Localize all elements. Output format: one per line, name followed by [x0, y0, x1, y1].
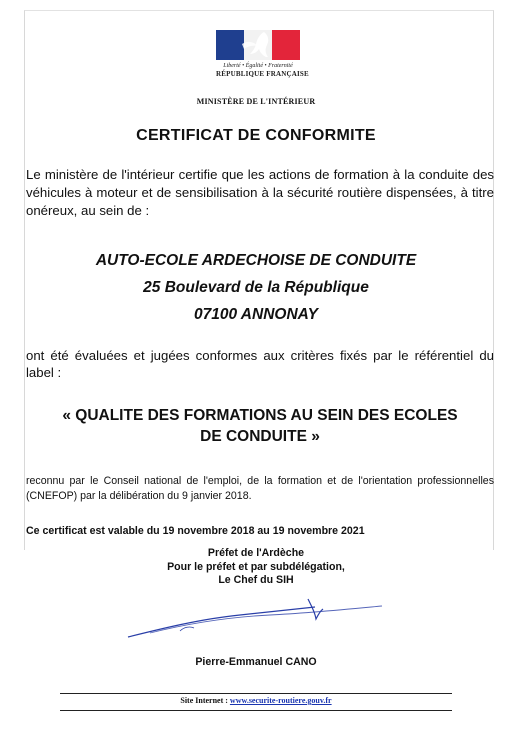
- republic-logo: [216, 30, 309, 78]
- school-street: 25 Boulevard de la République: [143, 279, 369, 296]
- footer-label: Site Internet :: [180, 696, 230, 705]
- signatory-role: Le Chef du SIH: [218, 574, 294, 586]
- signatory-block: [0, 547, 512, 588]
- footer-bar: [60, 693, 452, 711]
- school-block: [0, 247, 512, 328]
- republic-name: RÉPUBLIQUE FRANÇAISE: [216, 70, 309, 78]
- signatory-delegation: Pour le préfet et par subdélégation,: [167, 560, 345, 573]
- label-title-line-2: DE CONDUITE »: [200, 428, 320, 445]
- school-city: 07100 ANNONAY: [193, 306, 319, 323]
- website-link[interactable]: www.securite-routiere.gouv.fr: [229, 696, 332, 705]
- marianne-icon: [238, 30, 278, 60]
- label-title: [30, 405, 490, 447]
- signatory-title: Préfet de l'Ardèche: [207, 547, 305, 559]
- intro-paragraph: Le ministère de l'intérieur certifie que les actions de formation à la conduite des véhicules à moteur et de sensibilisation à la sécurité routière dispensées, à titre onéreux, au sein de :: [26, 167, 494, 218]
- ministry-name: MINISTÈRE DE L'INTÉRIEUR: [196, 97, 316, 106]
- validity-statement: Ce certificat est valable du 19 novembre 2018 au 19 novembre 2021: [26, 525, 365, 537]
- handwritten-signature: [120, 593, 390, 643]
- school-name: AUTO-ECOLE ARDECHOISE DE CONDUITE: [95, 252, 417, 269]
- motto: Liberté • Égalité • Fraternité: [223, 63, 293, 69]
- certificate-title: CERTIFICAT DE CONFORMITE: [136, 127, 376, 144]
- signer-name: Pierre-Emmanuel CANO: [195, 656, 317, 668]
- evaluation-paragraph: ont été évaluées et jugées conformes aux critères fixés par le référentiel du label :: [26, 348, 494, 380]
- recognition-paragraph: reconnu par le Conseil national de l'emploi, de la formation et de l'orientation professionnelles (CNEFOP) par la délibération du 9 janvier 2018.: [26, 475, 494, 502]
- label-title-line-1: « QUALITE DES FORMATIONS AU SEIN DES ECOLES: [62, 407, 458, 424]
